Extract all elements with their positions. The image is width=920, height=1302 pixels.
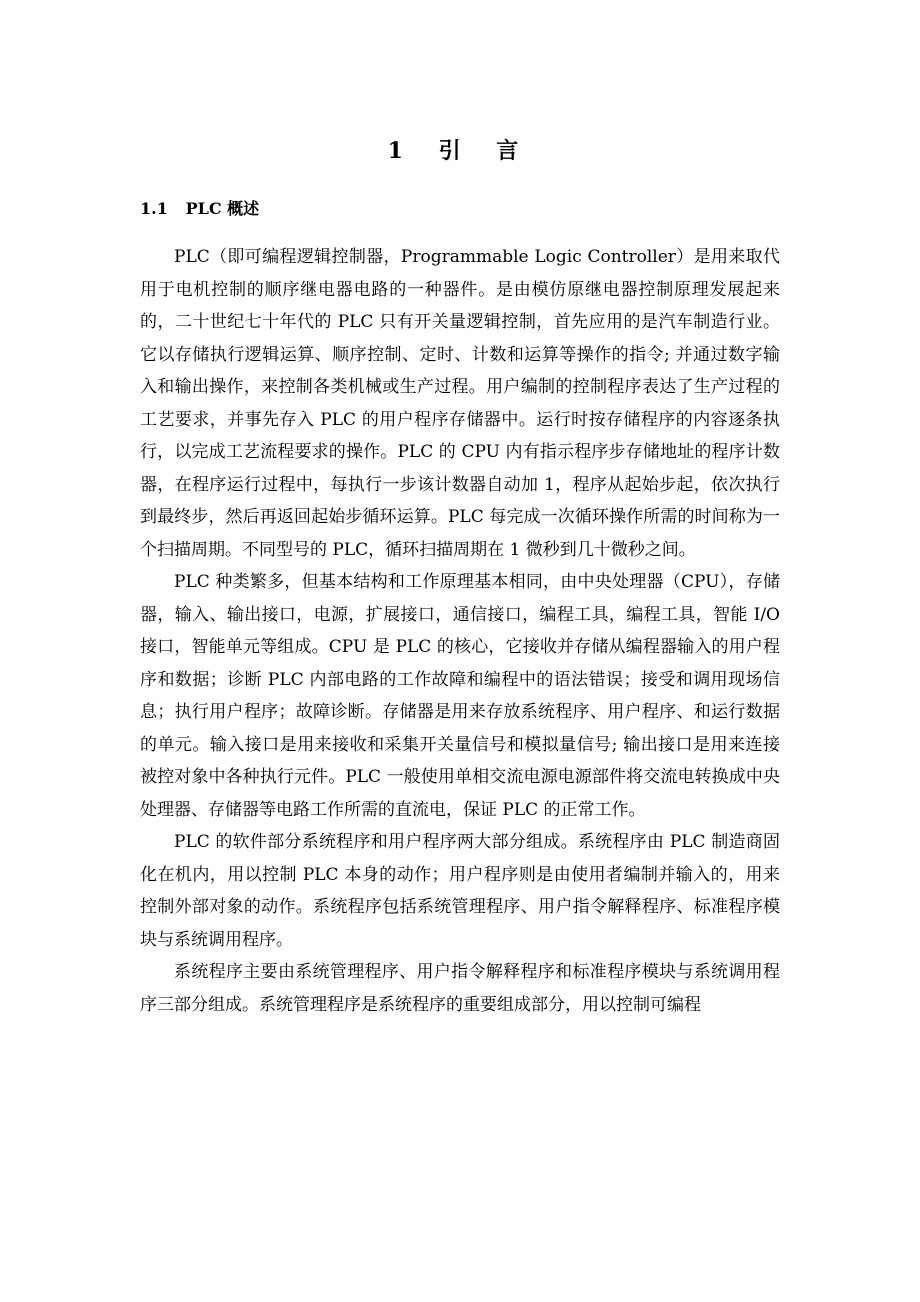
paragraph-plc-definition: PLC（即可编程逻辑控制器，Programmable Logic Controller）是用来取代用于电机控制的顺序继电器电路的一种器件。是由模仿原继电器控制原理发展起来的，二十世纪七十年代的 PLC 只有开关量逻辑控制，首先应用的是汽车制造行业。它以存储执行逻辑运算、顺序控制、定时、计数和运算等操作的指令; 并通过数字输入和输出操作，来控制各类机械或生产过程。用户编制的控制程序表达了生产过程的工艺要求，并事先存入 PLC 的用户程序存储器中。运行时按存储程序的内容逐条执行，以完成工艺流程要求的操作。PLC 的 CPU 内有指示程序步存储地址的程序计数器，在程序运行过程中，每执行一步该计数器自动加 1，程序从起始步起，依次执行到最终步，然后再返回起始步循环运算。PLC 每完成一次循环操作所需的时间称为一个扫描周期。不同型号的 PLC，循环扫描周期在 1 微秒到几十微秒之间。 [140, 247, 780, 560]
paragraph-system-program: 系统程序主要由系统管理程序、用户指令解释程序和标准程序模块与系统调用程序三部分组成。系统管理程序是系统程序的重要组成部分，用以控制可编程 [140, 962, 780, 1015]
section-number: 1.1 [140, 199, 168, 218]
section-heading [140, 196, 259, 219]
chapter-title: 1 引 言 [387, 138, 533, 164]
section-title: PLC 概述 [185, 199, 260, 218]
body-text [140, 241, 780, 1021]
paragraph-plc-software: PLC 的软件部分系统程序和用户程序两大部分组成。系统程序由 PLC 制造商固化在机内，用以控制 PLC 本身的动作；用户程序则是由使用者编制并输入的，用来控制外部对象的动作。系统程序包括系统管理程序、用户指令解释程序、标准程序模块与系统调用程序。 [140, 832, 780, 950]
paragraph-plc-structure: PLC 种类繁多，但基本结构和工作原理基本相同，由中央处理器（CPU），存储器，输入、输出接口，电源，扩展接口，通信接口，编程工具，编程工具，智能 I/O 接口，智能单元等组成。CPU 是 PLC 的核心，它接收并存储从编程器输入的用户程序和数据；诊断 PLC 内部电路的工作故障和编程中的语法错误；接受和调用现场信息；执行用户程序；故障诊断。存储器是用来存放系统程序、用户程序、和运行数据的单元。输入接口是用来接收和采集开关量信号和模拟量信号; 输出接口是用来连接被控对象中各种执行元件。PLC 一般使用单相交流电源电源部件将交流电转换成中央处理器、存储器等电路工作所需的直流电，保证 PLC 的正常工作。 [140, 572, 780, 820]
